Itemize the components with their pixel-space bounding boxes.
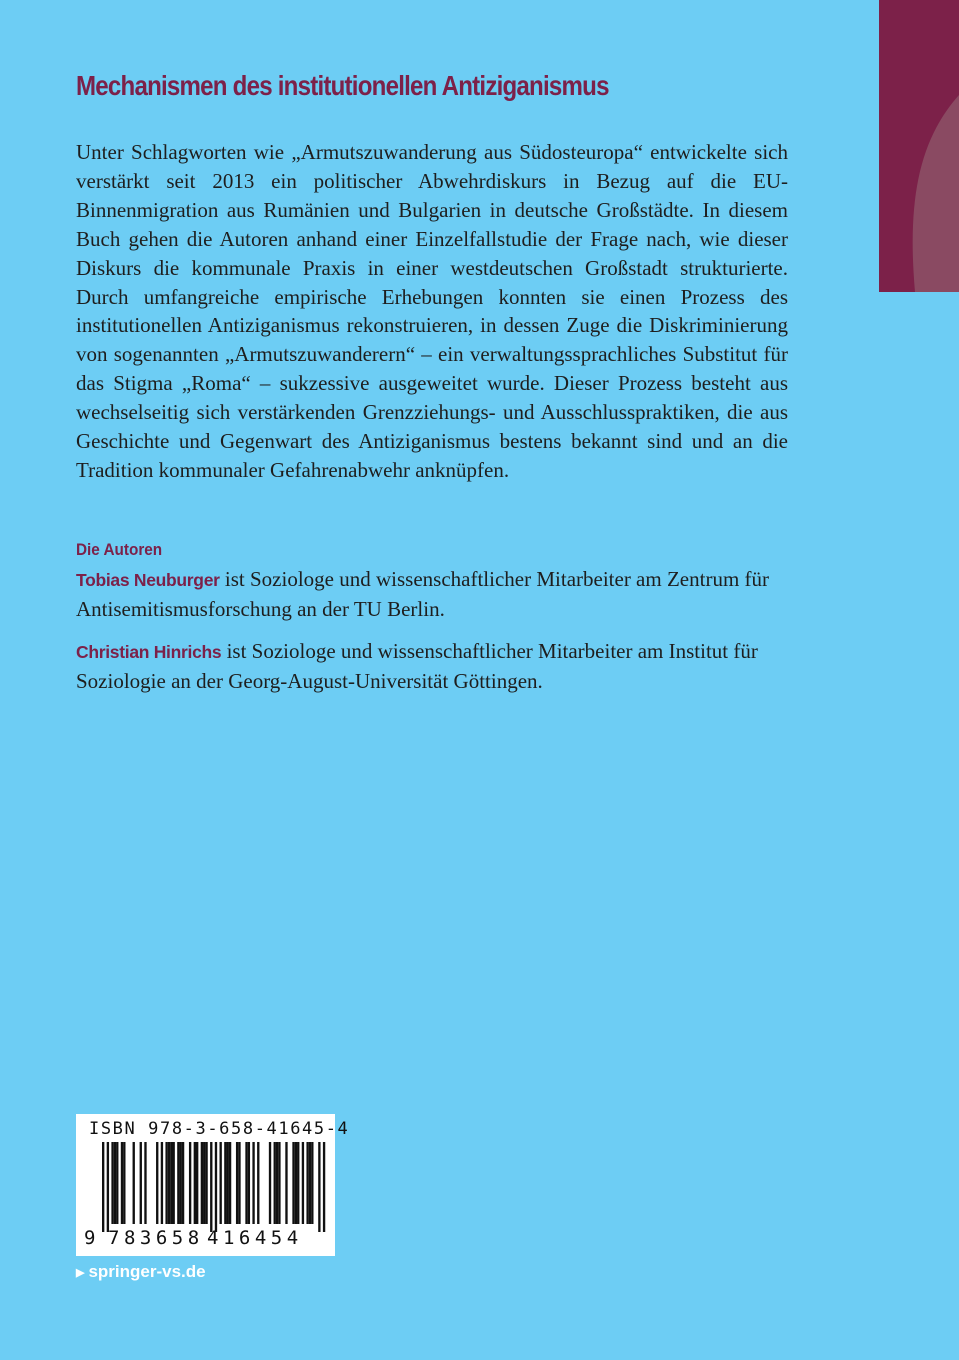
barcode-bars bbox=[76, 1142, 335, 1232]
barcode-bar bbox=[133, 1142, 135, 1224]
barcode-bar bbox=[121, 1142, 123, 1224]
barcode-bar bbox=[297, 1142, 299, 1224]
author-bio bbox=[76, 565, 788, 624]
barcode-bar bbox=[161, 1142, 163, 1224]
barcode-bar bbox=[196, 1142, 198, 1224]
barcode-bar bbox=[269, 1142, 271, 1224]
barcode-bar bbox=[156, 1142, 158, 1224]
barcode-bar bbox=[220, 1142, 222, 1224]
book-title: Mechanismen des institutionellen Antiziganismus bbox=[76, 70, 609, 101]
barcode-bar bbox=[111, 1142, 113, 1224]
barcode-bar bbox=[140, 1142, 142, 1224]
barcode-bar bbox=[194, 1142, 196, 1224]
barcode-bar bbox=[257, 1142, 259, 1224]
barcode-bar bbox=[170, 1142, 172, 1224]
author-bio-text: ist Soziologe und wissenschaftlicher Mitarbeiter am Zentrum für Antisemitismusforschung an der TU Berlin. bbox=[76, 567, 770, 621]
barcode-bar bbox=[189, 1142, 191, 1224]
barcode-bar bbox=[278, 1142, 280, 1224]
barcode-bar bbox=[227, 1142, 229, 1224]
barcode-bar bbox=[102, 1142, 104, 1232]
website-label: springer-vs.de bbox=[88, 1262, 206, 1281]
ean-right-digits: 416454 bbox=[207, 1227, 303, 1249]
right-triangle-icon: ▶ bbox=[76, 1266, 85, 1279]
book-description: Unter Schlagworten wie „Armutszuwanderung aus Südosteuropa“ entwickelte sich verstärkt seit 2013 ein politischer Abwehrdiskurs in Bezug auf die EU-Binnenmigration aus Rumänien und Bulgarien in deutsche Großstädte. In diesem Buch gehen die Autoren anhand einer Einzelfallstudie der Frage nach, wie dieser Diskurs die kommunale Praxis in einer westdeutschen Großstadt strukturierte. Durch umfangreiche empirische Erhebungen konnten sie einen Prozess des institutionellen Antiziganismus rekonstruieren, in dessen Zuge die Diskriminierung von sogenannten „Armutszuwanderern“ – ein verwaltungssprachliches Substitut für das Stigma „Roma“ – sukzessive ausgeweitet wurde. Dieser Prozess besteht aus wechselseitig sich verstärkenden Grenzziehungs- und Ausschlusspraktiken, die aus Geschichte und Gegenwart des Antiziganismus bestens bekannt sind und an die Tradition kommunaler Gefahrenabwehr anknüpfen. bbox=[76, 140, 788, 482]
barcode-bar bbox=[224, 1142, 226, 1224]
barcode-bar bbox=[205, 1142, 207, 1224]
barcode-bar bbox=[203, 1142, 205, 1224]
barcode-bar bbox=[107, 1142, 109, 1232]
isbn-number: ISBN 978-3-658-41645-4 bbox=[89, 1119, 350, 1139]
barcode-bar bbox=[306, 1142, 308, 1224]
barcode-bar bbox=[173, 1142, 175, 1224]
barcode-bar bbox=[182, 1142, 184, 1224]
barcode-bar bbox=[201, 1142, 203, 1224]
publisher-website-link[interactable] bbox=[76, 1262, 206, 1282]
barcode-bar bbox=[276, 1142, 278, 1224]
barcode-bar bbox=[302, 1142, 304, 1224]
barcode-bar bbox=[318, 1142, 320, 1232]
barcode-bar bbox=[215, 1142, 217, 1232]
barcode-bar bbox=[311, 1142, 313, 1224]
barcode-bar bbox=[285, 1142, 287, 1224]
barcode-bar bbox=[229, 1142, 231, 1224]
corner-accent bbox=[879, 0, 959, 292]
barcode-bar bbox=[292, 1142, 294, 1224]
author-bio-text: ist Soziologe und wissenschaftlicher Mitarbeiter am Institut für Soziologie an der Georg-August-Universität Göttingen. bbox=[76, 639, 758, 693]
ean-digits bbox=[76, 1225, 335, 1253]
author-name: Tobias Neuburger bbox=[76, 570, 220, 590]
barcode-bar bbox=[252, 1142, 254, 1224]
barcode-bar bbox=[168, 1142, 170, 1224]
barcode-bar bbox=[210, 1142, 212, 1232]
barcode-bar bbox=[323, 1142, 325, 1232]
corner-arc-graphic bbox=[879, 0, 959, 292]
barcode-bar bbox=[236, 1142, 238, 1224]
ean-left-digits: 783658 bbox=[108, 1227, 204, 1249]
author-name: Christian Hinrichs bbox=[76, 642, 222, 662]
barcode-bar bbox=[144, 1142, 146, 1224]
barcode-bar bbox=[177, 1142, 179, 1224]
barcode-bar bbox=[295, 1142, 297, 1224]
author-bio bbox=[76, 637, 788, 696]
barcode-bar bbox=[116, 1142, 118, 1224]
barcode-bar bbox=[245, 1142, 247, 1224]
ean-first-digit: 9 bbox=[84, 1227, 96, 1249]
barcode-bar bbox=[165, 1142, 167, 1224]
authors-heading: Die Autoren bbox=[76, 540, 163, 559]
barcode-bar bbox=[309, 1142, 311, 1224]
barcode-bar bbox=[274, 1142, 276, 1224]
barcode-bar bbox=[248, 1142, 250, 1224]
barcode-bar bbox=[123, 1142, 125, 1224]
barcode-bar bbox=[114, 1142, 116, 1224]
barcode-bar bbox=[180, 1142, 182, 1224]
barcode-bar bbox=[238, 1142, 240, 1224]
isbn-barcode bbox=[76, 1114, 350, 1256]
